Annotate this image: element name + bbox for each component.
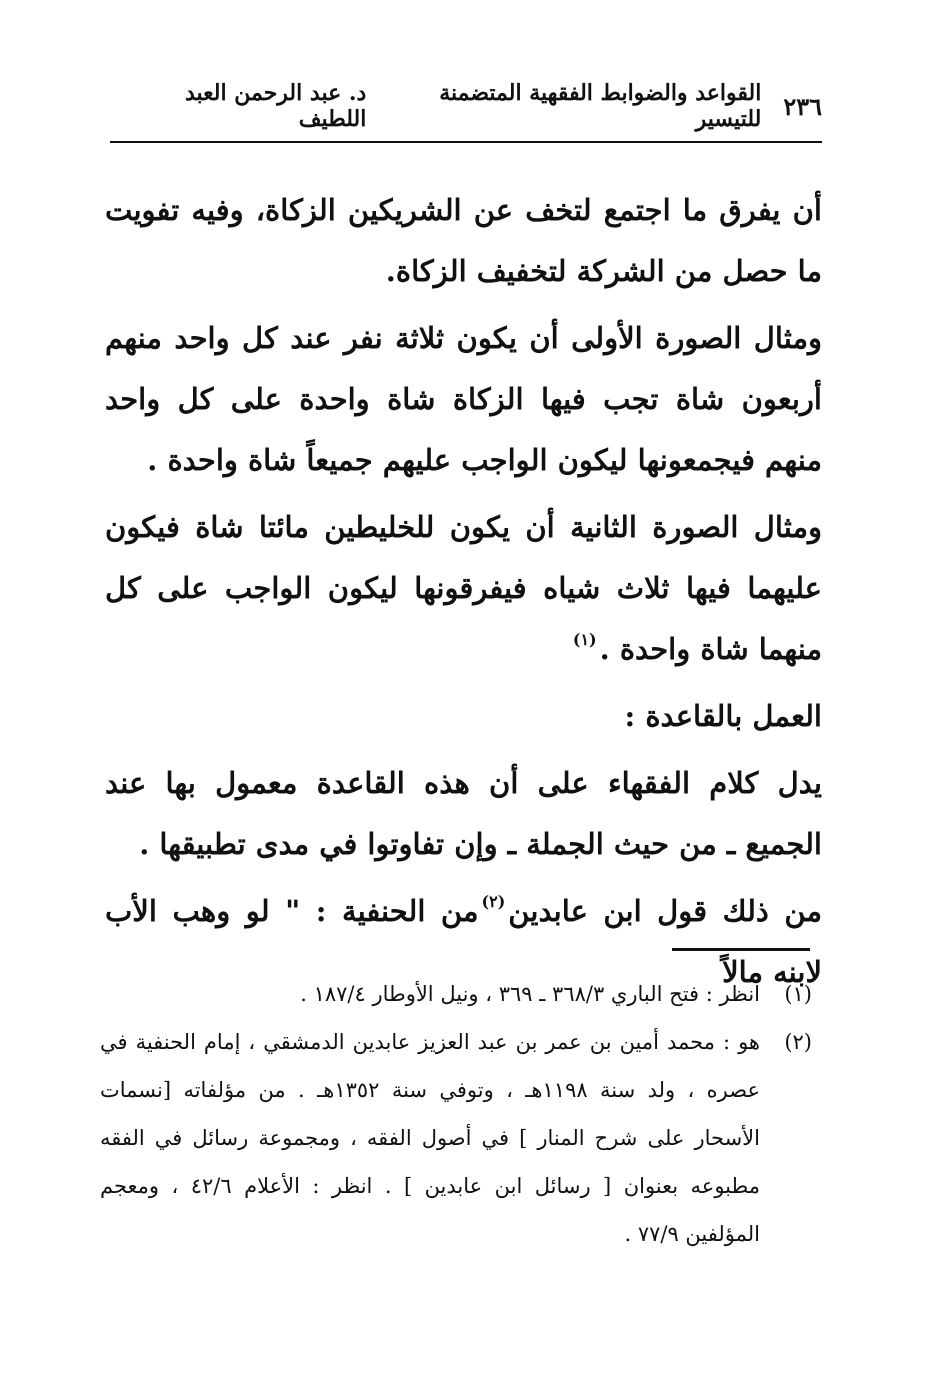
footnote-text: انظر : فتح الباري ٣٦٨/٣ ـ ٣٦٩ ، ونيل الأوطار ١٨٧/٤ . (300, 982, 760, 1006)
header-right (366, 80, 822, 132)
running-header (110, 80, 822, 132)
footnote-text: هو : محمد أمين بن عمر بن عبد العزيز عابدين الدمشقي ، إمام الحنفية في عصره ، ولد سنة ١١٩٨هـ ، وتوفي سنة ١٣٥٢هـ . من مؤلفاته [نسمات الأسحار على شرح المنار ] في أصول الفقه ، ومجموعة رسائل في الفقه مطبوعه بعنوان [ رسائل ابن عابدين ] . انظر : الأعلام ٤٢/٦ ، ومعجم المؤلفين ٧٧/٩ . (100, 1030, 760, 1246)
paragraph-5-end: من الحنفية : " لو وهب الأب لابنه مالاً (105, 894, 822, 989)
footnote-1 (100, 970, 812, 1018)
paragraph-5-start: من ذلك قول ابن عابدين (508, 894, 822, 928)
footnote-number: (١) (784, 982, 812, 1006)
author-name: د. عبد الرحمن العبد اللطيف (184, 80, 367, 132)
book-title: القواعد والضوابط الفقهية المتضمنة للتيسير (439, 80, 762, 132)
paragraph-1: أن يفرق ما اجتمع لتخف عن الشريكين الزكاة، وفيه تفويت ما حصل من الشركة لتخفيف الزكاة. (105, 193, 822, 288)
paragraph-2: ومثال الصورة الأولى أن يكون ثلاثة نفر عند كل واحد منهم أربعون شاة تجب فيها الزكاة شاة واحدة على كل واحد منهم فيجمعونها ليكون الواجب عليهم جميعاً شاة واحدة . (105, 321, 822, 477)
paragraph-4: يدل كلام الفقهاء على أن هذه القاعدة معمول بها عند الجميع ـ من حيث الجملة ـ وإن تفاوتوا في مدى تطبيقها . (105, 766, 822, 861)
paragraph-3-text: ومثال الصورة الثانية أن يكون للخليطين مائتا شاة فيكون عليهما فيها ثلاث شياه فيفرقونها ليكون الواجب على كل منهما شاة واحدة . (105, 510, 822, 666)
header-divider (110, 141, 822, 143)
footnote-number: (٢) (784, 1030, 812, 1054)
footnote-ref-1[interactable]: (١) (572, 630, 597, 649)
page-number: ٢٣٦ (783, 91, 822, 121)
section-heading: العمل بالقاعدة : (624, 699, 822, 733)
main-text (105, 180, 822, 1003)
footnote-divider (672, 948, 810, 951)
paragraph-3 (105, 497, 822, 680)
footnote-ref-2[interactable]: (٢) (481, 892, 506, 911)
footnote-2 (100, 1018, 812, 1258)
footnotes (100, 970, 812, 1258)
